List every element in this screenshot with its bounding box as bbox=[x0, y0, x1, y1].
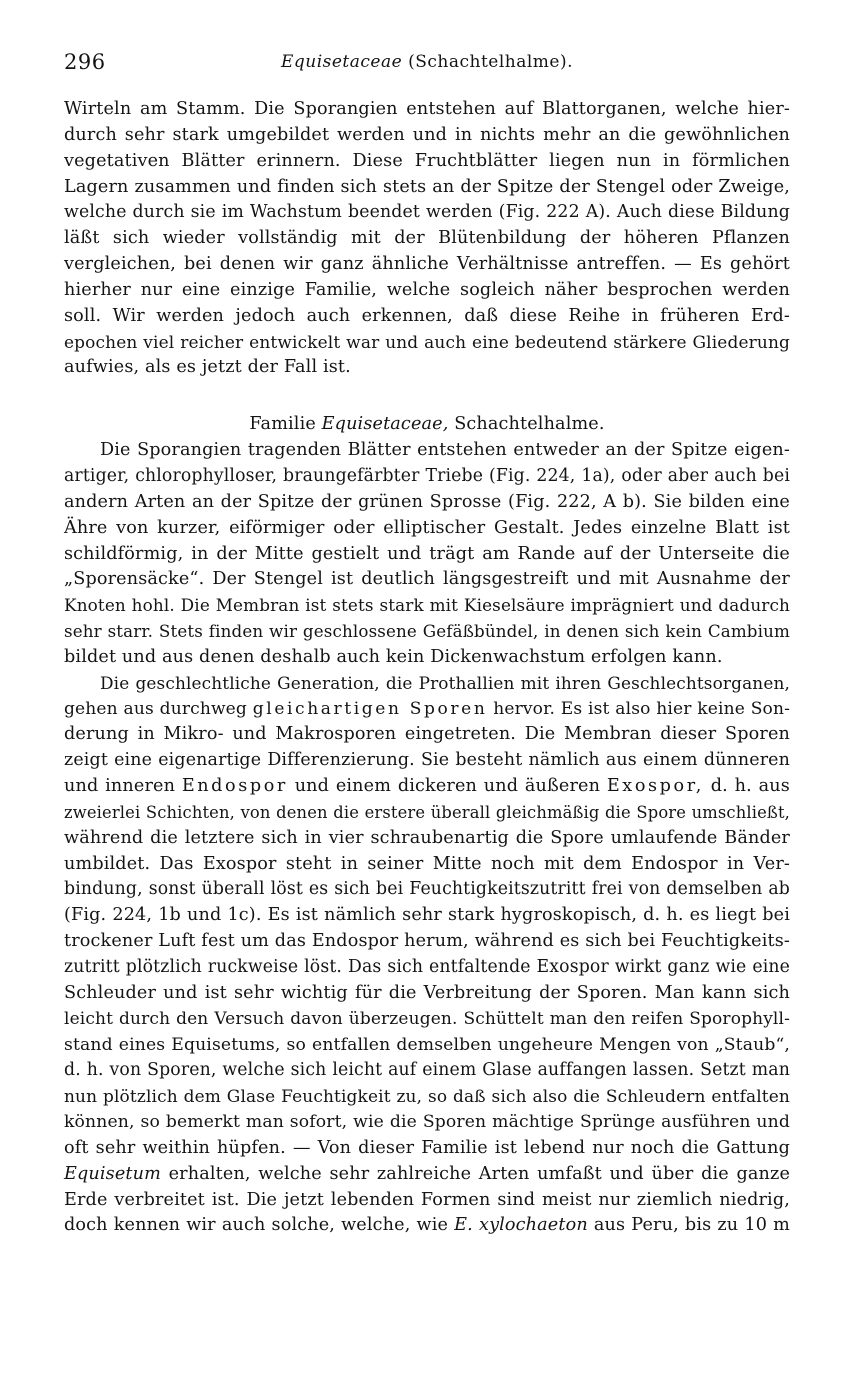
text-segment: doch kennen wir auch solche, welche, wie bbox=[64, 1215, 449, 1236]
section-heading-latin: Equisetaceae, bbox=[321, 414, 449, 435]
text-line: während die letztere sich in vier schraubenartig die Spore umlaufende Bänder bbox=[64, 827, 790, 848]
intro-paragraph bbox=[64, 97, 790, 381]
text-line: Ähre von kurzer, eiförmiger oder elliptischer Gestalt. Jedes einzelne Blatt ist bbox=[64, 517, 790, 538]
text-line: nun plötzlich dem Glase Feuchtigkeit zu, so daß sich also die Schleudern entfalten bbox=[64, 1086, 790, 1107]
text-segment: und inneren bbox=[64, 776, 176, 797]
page-header bbox=[64, 50, 790, 80]
body-text bbox=[64, 97, 790, 1239]
section-heading-prefix: Familie bbox=[249, 414, 316, 435]
text-line: (Fig. 224, 1b und 1c). Es ist nämlich sehr stark hygroskopisch, d. h. es liegt bei bbox=[64, 905, 790, 926]
text-segment: aus Peru, bis zu 10 m bbox=[593, 1215, 790, 1236]
text-line bbox=[64, 774, 790, 800]
text-line: d. h. von Sporen, welche sich leicht auf einem Glase auffangen lassen. Setzt man bbox=[64, 1060, 790, 1081]
running-head bbox=[64, 52, 790, 72]
running-head-german: (Schachtelhalme). bbox=[408, 52, 574, 72]
text-line: stand eines Equisetums, so entfallen demselben ungeheure Mengen von „Staub“, bbox=[64, 1034, 790, 1055]
text-line: Erde verbreitet ist. Die jetzt lebenden Formen sind meist nur ziemlich niedrig, bbox=[64, 1189, 790, 1210]
emphasis-spaced: gleichartigen Sporen bbox=[252, 698, 488, 719]
text-line: Die Sporangien tragenden Blätter entstehen entweder an der Spitze eigen- bbox=[100, 440, 790, 461]
text-line bbox=[64, 1213, 790, 1239]
section-heading-suffix: Schachtelhalme. bbox=[454, 414, 605, 435]
text-line: Wirteln am Stamm. Die Sporangien entstehen auf Blattorganen, welche hier- bbox=[64, 99, 790, 119]
text-segment: hervor. Es ist also hier keine Son- bbox=[493, 698, 790, 719]
text-line: sehr starr. Stets finden wir geschlossene Gefäßbündel, in denen sich kein Cambium bbox=[64, 621, 790, 642]
text-line: bindung, sonst überall löst es sich bei Feuchtigkeitszutritt frei von demselben ab bbox=[64, 879, 790, 900]
text-line: bildet und aus denen deshalb auch kein Dickenwachstum erfolgen kann. bbox=[64, 646, 723, 667]
running-head-latin: Equisetaceae bbox=[280, 52, 403, 72]
text-line: soll. Wir werden jedoch auch erkennen, daß diese Reihe in früheren Erd- bbox=[64, 305, 790, 326]
text-line: zeigt eine eigenartige Differenzierung. Sie besteht nämlich aus einem dünneren bbox=[64, 750, 790, 771]
text-line: läßt sich wieder vollständig mit der Blütenbildung der höheren Pflanzen bbox=[64, 228, 790, 249]
text-line: Die geschlechtliche Generation, die Prothallien mit ihren Geschlechtsorganen, bbox=[100, 672, 790, 693]
text-segment: d. h. aus bbox=[710, 776, 790, 797]
latin-term: E. xylochaeton bbox=[454, 1215, 588, 1236]
latin-term: Equisetum bbox=[64, 1163, 161, 1184]
text-line: derung in Mikro- und Makrosporen eingetreten. Die Membran dieser Sporen bbox=[64, 724, 790, 745]
text-line: umbildet. Das Exospor steht in seiner Mitte noch mit dem Endospor in Ver- bbox=[64, 853, 790, 874]
text-line: welche durch sie im Wachstum beendet werden (Fig. 222 A). Auch diese Bildung bbox=[64, 202, 790, 223]
emphasis-spaced: Exospor, bbox=[606, 776, 704, 797]
paragraph-sporangia bbox=[64, 438, 790, 671]
text-line: vergleichen, bei denen wir ganz ähnliche Verhältnisse antreffen. — Es gehört bbox=[64, 254, 790, 275]
text-line: können, so bemerkt man sofort, wie die Sporen mächtige Sprünge ausführen und bbox=[64, 1112, 790, 1133]
text-line: „Sporensäcke“. Der Stengel ist deutlich längsgestreift und mit Ausnahme der bbox=[64, 569, 790, 590]
text-line: vegetativen Blätter erinnern. Diese Fruchtblätter liegen nun in förmlichen bbox=[64, 150, 790, 171]
text-line bbox=[64, 1162, 790, 1188]
text-line: leicht durch den Versuch davon überzeugen. Schüttelt man den reifen Sporophyll- bbox=[64, 1008, 790, 1029]
text-line: durch sehr stark umgebildet werden und in nichts mehr an die gewöhnlichen bbox=[64, 124, 790, 145]
text-segment: und einem dickeren und äußeren bbox=[294, 776, 601, 797]
text-line: oft sehr weithin hüpfen. — Von dieser Familie ist lebend nur noch die Gattung bbox=[64, 1137, 790, 1158]
text-line: schildförmig, in der Mitte gestielt und trägt am Rande auf der Unterseite die bbox=[64, 543, 790, 564]
emphasis-spaced: Endospor bbox=[181, 776, 288, 797]
text-line: zweierlei Schichten, von denen die erstere überall gleichmäßig die Spore umschließt, bbox=[64, 802, 790, 822]
text-line: Knoten hohl. Die Membran ist stets stark mit Kieselsäure imprägniert und dadurch bbox=[64, 595, 790, 616]
page-number: 296 bbox=[64, 50, 106, 74]
text-segment: gehen aus durchweg bbox=[64, 698, 247, 719]
section-heading bbox=[64, 412, 790, 438]
text-line: hierher nur eine einzige Familie, welche sogleich näher besprochen werden bbox=[64, 279, 790, 300]
text-line: Schleuder und ist sehr wichtig für die Verbreitung der Sporen. Man kann sich bbox=[64, 982, 790, 1003]
text-line: zutritt plötzlich ruckweise löst. Das sich entfaltende Exospor wirkt ganz wie eine bbox=[64, 957, 790, 977]
text-line: Lagern zusammen und finden sich stets an der Spitze der Stengel oder Zweige, bbox=[64, 176, 790, 197]
text-segment: erhalten, welche sehr zahlreiche Arten umfaßt und über die ganze bbox=[168, 1163, 791, 1184]
text-line: andern Arten an der Spitze der grünen Sprosse (Fig. 222, A b). Sie bilden eine bbox=[64, 491, 790, 512]
paragraph-generation bbox=[64, 671, 790, 1240]
text-line bbox=[64, 697, 790, 723]
text-line: epochen viel reicher entwickelt war und auch eine bedeutend stärkere Gliederung bbox=[64, 331, 790, 352]
text-line: trockener Luft fest um das Endospor herum, während es sich bei Feuchtigkeits- bbox=[64, 931, 790, 952]
text-line: artiger, chlorophylloser, braungefärbter Triebe (Fig. 224, 1a), oder aber auch bei bbox=[64, 465, 790, 486]
text-line: aufwies, als es jetzt der Fall ist. bbox=[64, 357, 351, 378]
